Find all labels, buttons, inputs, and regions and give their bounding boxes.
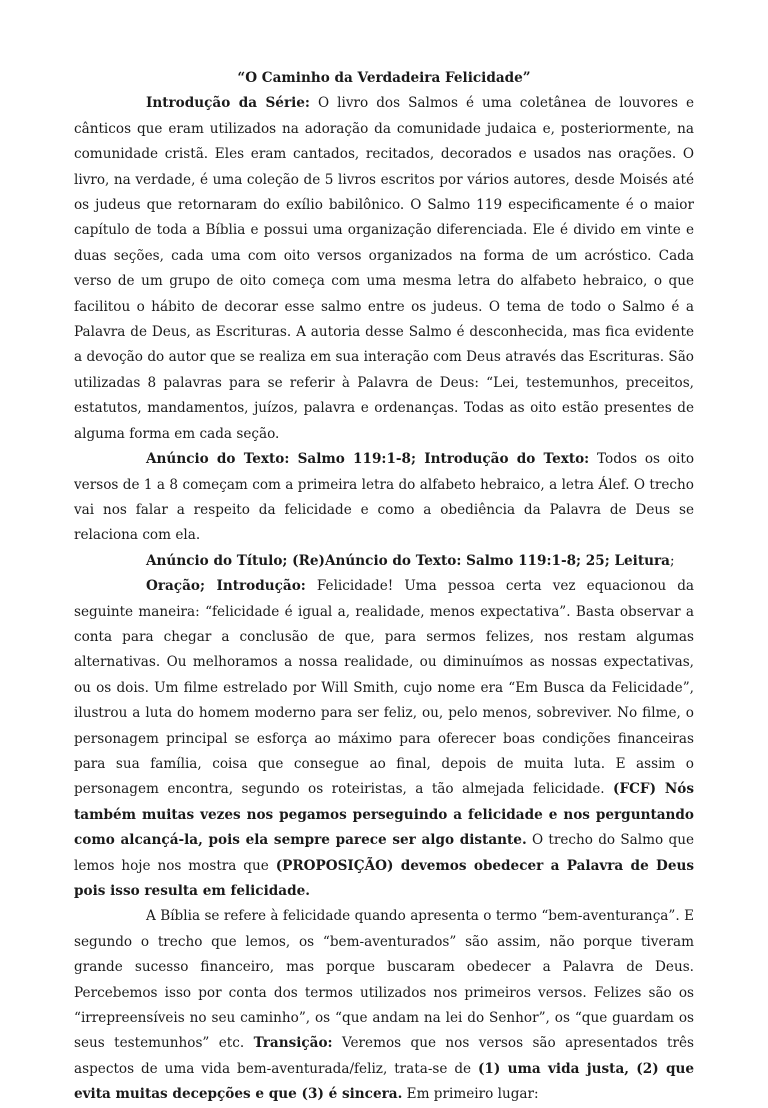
series-intro-paragraph (74, 91, 694, 447)
text-announcement-label: Anúncio do Texto: Salmo 119:1-8; Introdução do Texto: (146, 451, 590, 468)
introduction-paragraph (74, 574, 694, 904)
three-aspects-statement: (1) uma vida justa, (2) que evita muitas decepções e que (3) é sincera. (74, 1060, 694, 1103)
document-title: “O Caminho da Verdadeira Felicidade” (237, 70, 531, 86)
introduction-text: Felicidade! Uma pessoa certa vez equacionou da seguinte maneira: “felicidade é igual a, realidade, menos expectativa”. Basta observar a conta para chegar a conclusão de que, para sermos felizes, nos restam algumas alternativas. Ou melhoramos a nossa realidade, ou diminuímos as nossas expectativas, ou os dois. Um filme estrelado por Will Smith, cujo nome era “Em Busca da Felicidade”, ilustrou a luta do homem moderno para ser feliz, ou, pelo menos, sobreviver. No filme, o personagem principal se esforça ao máximo para oferecer boas condições financeiras para sua família, coisa que consegue ao final, depois de muita luta. E assim o personagem encontra, segundo os roteiristas, a tão almejada felicidade. (74, 578, 694, 798)
title-announcement-text: ; (669, 552, 675, 569)
transition-text: Veremos que nos versos são apresentados três aspectos de uma vida bem-aventurada/feliz, trata-se de (74, 1035, 694, 1077)
title-announcement-paragraph (74, 549, 694, 574)
fcf-statement: (FCF) Nós também muitas vezes nos pegamos perseguindo a felicidade e nos perguntando como alcançá-la, pois ela sempre parece ser algo distante. (74, 781, 694, 849)
series-intro-label: Introdução da Série: (146, 95, 310, 112)
text-announcement-paragraph (74, 447, 694, 549)
text-announcement-text: Todos os oito versos de 1 a 8 começam com a primeira letra do alfabeto hebraico, a letra Álef. O trecho vai nos falar a respeito da felicidade e como a obediência da Palavra de Deus se relaciona com ela. (74, 451, 695, 544)
transition-label: Transição: (253, 1035, 333, 1052)
closing-text: Em primeiro lugar: (402, 1086, 539, 1103)
title-announcement-label: Anúncio do Título; (Re)Anúncio do Texto: Salmo 119:1-8; 25; Leitura (146, 552, 670, 569)
introduction-label: Oração; Introdução: (146, 578, 306, 595)
series-intro-text: O livro dos Salmos é uma coletânea de louvores e cânticos que eram utilizados na adoração da comunidade judaica e, posteriormente, na comunidade cristã. Eles eram cantados, recitados, decorados e usados nas orações. O livro, na verdade, é uma coleção de 5 livros escritos por vários autores, desde Moisés até os judeus que retornaram do exílio babilônico. O Salmo 119 especificamente é o maior capítulo de toda a Bíblia e possui uma organização diferenciada. Ele é divido em vinte e duas seções, cada uma com oito versos organizados na forma de um acróstico. Cada verso de um grupo de oito começa com uma mesma letra do alfabeto hebraico, o que facilitou o hábito de decorar esse salmo entre os judeus. O tema de todo o Salmo é a Palavra de Deus, as Escrituras. A autoria desse Salmo é desconhecida, mas fica evidente a devoção do autor que se realiza em sua interação com Deus através das Escrituras. São utilizadas 8 palavras para se referir à Palavra de Deus: “Lei, testemunhos, preceitos, estatutos, mandamentos, juízos, palavra e ordenanças. Todas as oito estão presentes de alguma forma em cada seção. (74, 95, 694, 442)
beatitude-paragraph (74, 904, 694, 1107)
beatitude-text: A Bíblia se refere à felicidade quando apresenta o termo “bem-aventurança”. E segundo o trecho que lemos, os “bem-aventurados” são assim, não porque tiveram grande sucesso financeiro, mas porque buscaram obedecer a Palavra de Deus. Percebemos isso por conta dos termos utilizados nos primeiros versos. Felizes são os “irrepreensíveis no seu caminho”, os “que andam na lei do Senhor”, os “que guardam os seus testemunhos” etc. (74, 908, 694, 1052)
proposition-statement: (PROPOSIÇÃO) devemos obedecer a Palavra de Deus pois isso resulta em felicidade. (74, 857, 695, 899)
introduction-mid-text: O trecho do Salmo que lemos hoje nos mostra que (74, 832, 694, 874)
